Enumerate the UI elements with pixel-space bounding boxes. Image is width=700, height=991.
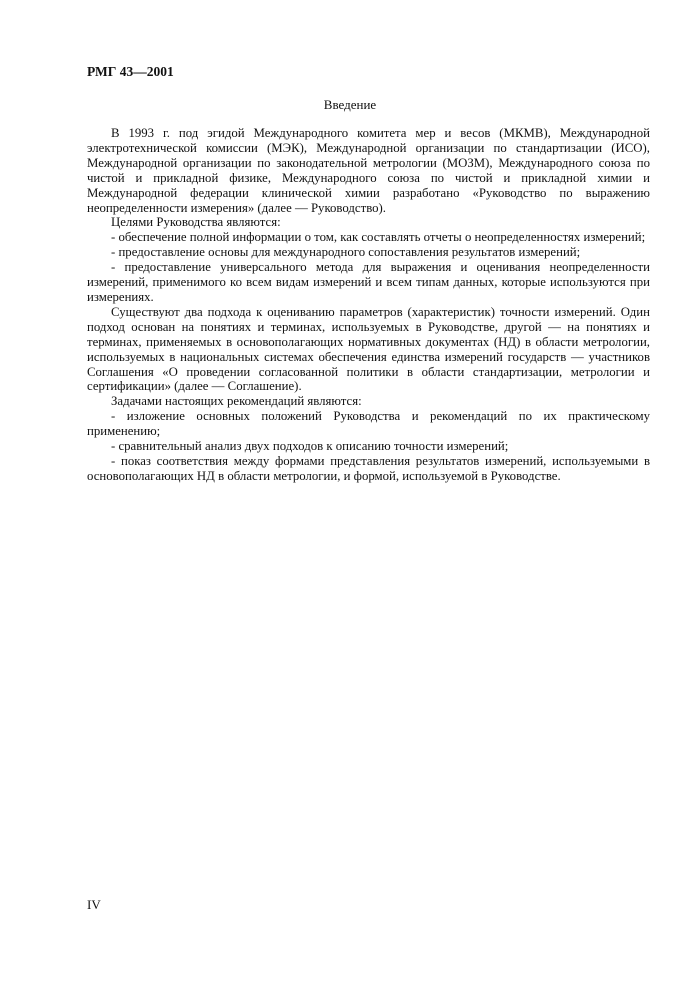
list-item-task: - изложение основных положений Руководства и рекомендаций по их практическому применению;	[87, 409, 650, 439]
section-title: Введение	[323, 97, 377, 112]
list-item-goal: - предоставление универсального метода для выражения и оценивания неопределенности измерений, применимого ко всем видам измерений и всем типам данных, которые используются при измерениях.	[87, 260, 650, 304]
list-item-goal: - обеспечение полной информации о том, как составлять отчеты о неопределенностях измерений;	[111, 230, 646, 245]
document-header: РМГ 43—2001	[87, 64, 174, 79]
list-item-task: - сравнительный анализ двух подходов к описанию точности измерений;	[111, 439, 509, 454]
list-item-goal: - предоставление основы для международного сопоставления результатов измерений;	[111, 245, 581, 260]
paragraph-intro: В 1993 г. под эгидой Международного комитета мер и весов (МКМВ), Международной электротехнической комиссии (МЭК), Международной организации по стандартизации (ИСО), Международной организации по законодательной метрологии (МОЗМ), Международного союза по чистой и прикладной физике, Международного союза по чистой и прикладной химии и Международной федерации клинической химии разработано «Руководство по выражению неопределенности измерения» (далее — Руководство).	[87, 126, 650, 215]
paragraph-approaches: Существуют два подхода к оцениванию параметров (характеристик) точности измерений. Один подход основан на понятиях и терминах, используемых в Руководстве, другой — на понятиях и терминах, применяемых в основополагающих нормативных документах (НД) в области метрологии, используемых в национальных системах обеспечения единства измерений государств — участников Соглашения «О проведении согласованной политики в области стандартизации, метрологии и сертификации» (далее — Соглашение).	[87, 304, 650, 394]
body-text	[87, 126, 650, 484]
paragraph-goals-heading: Целями Руководства являются:	[111, 215, 281, 230]
paragraph-tasks-heading: Задачами настоящих рекомендаций являются:	[111, 394, 362, 409]
list-item-task: - показ соответствия между формами представления результатов измерений, используемыми в основополагающих НД в области метрологии, и формой, используемой в Руководстве.	[87, 453, 650, 483]
page-number: IV	[87, 897, 101, 912]
